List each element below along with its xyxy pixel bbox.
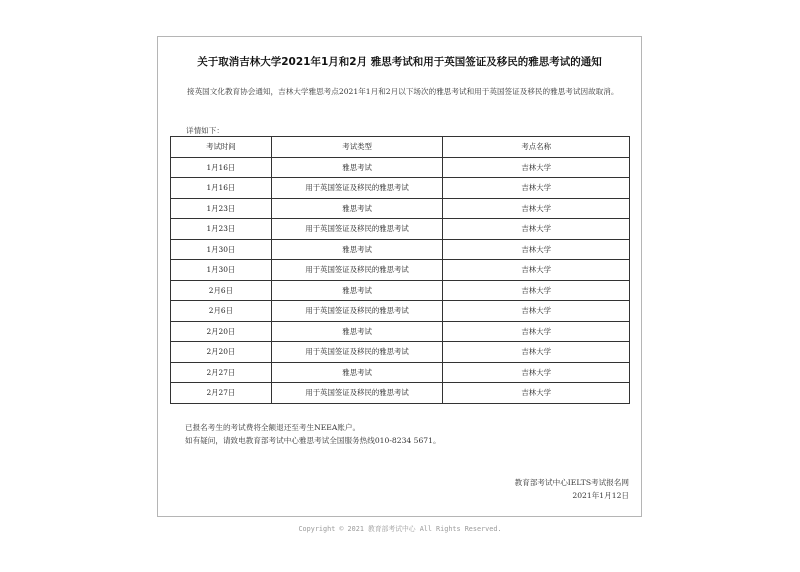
cell-venue-name: 吉林大学 bbox=[443, 321, 630, 342]
cell-venue-name: 吉林大学 bbox=[443, 383, 630, 404]
table-row bbox=[171, 383, 630, 404]
table-row bbox=[171, 198, 630, 219]
cell-exam-time: 1月23日 bbox=[171, 219, 272, 240]
table-row bbox=[171, 260, 630, 281]
cell-venue-name: 吉林大学 bbox=[443, 178, 630, 199]
cell-exam-type: 用于英国签证及移民的雅思考试 bbox=[271, 219, 443, 240]
cell-exam-type: 雅思考试 bbox=[271, 362, 443, 383]
cell-exam-type: 用于英国签证及移民的雅思考试 bbox=[271, 342, 443, 363]
cell-exam-time: 1月30日 bbox=[171, 260, 272, 281]
cell-exam-type: 雅思考试 bbox=[271, 239, 443, 260]
table-row bbox=[171, 157, 630, 178]
cell-exam-time: 2月6日 bbox=[171, 301, 272, 322]
notice-document bbox=[157, 36, 642, 517]
table-body bbox=[171, 157, 630, 403]
cell-venue-name: 吉林大学 bbox=[443, 239, 630, 260]
notice-title: 关于取消吉林大学2021年1月和2月 雅思考试和用于英国签证及移民的雅思考试的通知 bbox=[197, 56, 602, 68]
table-row bbox=[171, 178, 630, 199]
cell-venue-name: 吉林大学 bbox=[443, 198, 630, 219]
cell-exam-type: 用于英国签证及移民的雅思考试 bbox=[271, 383, 443, 404]
table-row bbox=[171, 219, 630, 240]
details-label: 详情如下： bbox=[186, 126, 224, 135]
cell-exam-type: 用于英国签证及移民的雅思考试 bbox=[271, 301, 443, 322]
cell-exam-type: 雅思考试 bbox=[271, 157, 443, 178]
table-row bbox=[171, 301, 630, 322]
cell-exam-time: 2月27日 bbox=[171, 362, 272, 383]
table-row bbox=[171, 321, 630, 342]
cell-exam-type: 用于英国签证及移民的雅思考试 bbox=[271, 178, 443, 199]
cell-exam-time: 2月20日 bbox=[171, 342, 272, 363]
cancelled-exam-table bbox=[170, 136, 630, 404]
cell-venue-name: 吉林大学 bbox=[443, 342, 630, 363]
cell-exam-time: 1月30日 bbox=[171, 239, 272, 260]
cell-venue-name: 吉林大学 bbox=[443, 301, 630, 322]
refund-note: 已报名考生的考试费将全额退还至考生NEEA账户。 bbox=[185, 423, 361, 432]
cell-exam-time: 2月6日 bbox=[171, 280, 272, 301]
cell-venue-name: 吉林大学 bbox=[443, 280, 630, 301]
cell-exam-type: 雅思考试 bbox=[271, 198, 443, 219]
cell-venue-name: 吉林大学 bbox=[443, 362, 630, 383]
table-row bbox=[171, 362, 630, 383]
cell-exam-type: 用于英国签证及移民的雅思考试 bbox=[271, 260, 443, 281]
table-row bbox=[171, 280, 630, 301]
header-exam-type: 考试类型 bbox=[271, 137, 443, 158]
cell-venue-name: 吉林大学 bbox=[443, 157, 630, 178]
cell-exam-type: 雅思考试 bbox=[271, 280, 443, 301]
signature-organization: 教育部考试中心IELTS考试报名网 bbox=[514, 478, 629, 487]
cell-exam-time: 1月16日 bbox=[171, 178, 272, 199]
table-header-row bbox=[171, 137, 630, 158]
cell-exam-time: 2月27日 bbox=[171, 383, 272, 404]
cell-exam-type: 雅思考试 bbox=[271, 321, 443, 342]
cell-exam-time: 1月16日 bbox=[171, 157, 272, 178]
cell-venue-name: 吉林大学 bbox=[443, 219, 630, 240]
contact-note: 如有疑问，请致电教育部考试中心雅思考试全国服务热线010-8234 5671。 bbox=[185, 436, 441, 445]
cell-exam-time: 1月23日 bbox=[171, 198, 272, 219]
copyright-footer: Copyright © 2021 教育部考试中心 All Rights Reserved. bbox=[298, 525, 502, 533]
table-row bbox=[171, 239, 630, 260]
header-venue-name: 考点名称 bbox=[443, 137, 630, 158]
header-exam-time: 考试时间 bbox=[171, 137, 272, 158]
signature-date: 2021年1月12日 bbox=[572, 491, 629, 500]
cell-exam-time: 2月20日 bbox=[171, 321, 272, 342]
table-row bbox=[171, 342, 630, 363]
notice-intro-paragraph: 接英国文化教育协会通知，吉林大学雅思考点2021年1月和2月以下场次的雅思考试和用于英国签证及移民的雅思考试因故取消。 bbox=[187, 87, 619, 96]
cell-venue-name: 吉林大学 bbox=[443, 260, 630, 281]
